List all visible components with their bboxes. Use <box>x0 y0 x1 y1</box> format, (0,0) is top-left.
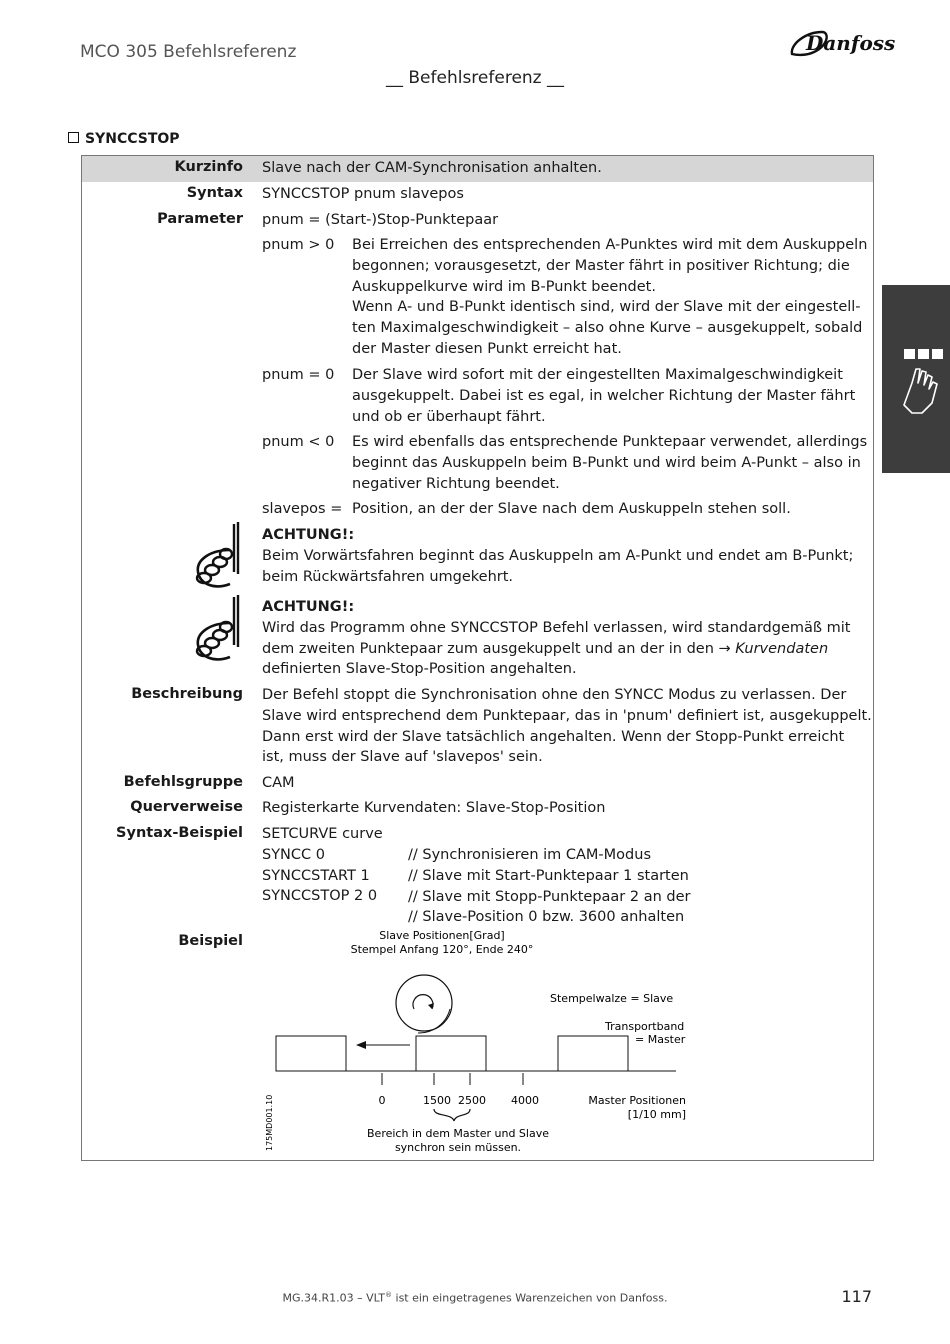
kurzinfo-label: Kurzinfo <box>174 159 243 175</box>
stamp-box <box>276 1036 346 1071</box>
befehlsgruppe-text: CAM <box>262 775 295 791</box>
page-number: 117 <box>841 1287 872 1306</box>
beschreibung-text: Der Befehl stoppt die Synchronisation ohne den SYNCC Modus zu verlassen. Der Slave wird entsprechend dem Punktepaar, das in 'pnum' definiert ist, ausgekuppelt. Dann erst wird der Slave tatsächlich angehalten. Wenn der Stopp-Punkt erreicht ist, muss der Slave auf 'slavepos' sein. <box>262 687 872 766</box>
kurzinfo-text: Slave nach der CAM-Synchronisation anhalten. <box>262 160 602 176</box>
syntax-label: Syntax <box>186 185 243 201</box>
befehlsgruppe-label: Befehlsgruppe <box>123 774 243 790</box>
stamp-roller <box>396 975 452 1031</box>
note-2: ACHTUNG!: Wird das Programm ohne SYNCCSTOP Befehl verlassen, wird standardgemäß mit dem zweiten Punktepaar zum ausgekuppelt und an der in den → Kurvendaten definierten Slave-Stop-Position angehalten. <box>262 599 851 678</box>
param-key: slavepos = <box>262 501 343 517</box>
direction-arrow <box>356 1041 366 1049</box>
svg-text:Danfoss: Danfoss <box>806 31 896 55</box>
tick-4000: 4000 <box>511 1094 539 1107</box>
tick-1500: 1500 <box>423 1094 451 1107</box>
transport-label-1: Transportband <box>605 1020 685 1033</box>
beispiel-label: Beispiel <box>178 933 243 949</box>
chapter-tab <box>882 285 950 473</box>
code-commands: SETCURVE curve SYNCC 0 SYNCCSTART 1 SYNCCSTOP 2 0 <box>262 826 383 905</box>
range-brace <box>434 1109 470 1121</box>
param-key: pnum < 0 <box>262 434 335 450</box>
note-title: ACHTUNG!: <box>262 599 355 615</box>
note-title: ACHTUNG!: <box>262 527 355 543</box>
command-name: SYNCCSTOP <box>85 131 180 147</box>
pointing-hand-icon <box>882 285 950 473</box>
master-label-2: [1/10 mm] <box>627 1108 686 1121</box>
transport-label-2: = Master <box>635 1033 686 1046</box>
code-comments: // Synchronisieren im CAM-Modus // Slave mit Start-Punktepaar 1 starten // Slave mit Stopp-Punktepaar 2 an der // Slave-Position 0 bzw. 3600 anhalten <box>408 847 691 926</box>
param-desc: Position, an der der Slave nach dem Auskuppeln stehen soll. <box>352 501 791 517</box>
master-label-1: Master Positionen <box>588 1094 686 1107</box>
stempel-label: Stempelwalze = Slave <box>550 992 674 1005</box>
range-label-1: Bereich in dem Master und Slave <box>367 1127 549 1140</box>
kurvendaten-link[interactable]: Kurvendaten <box>735 640 829 657</box>
doc-title: MCO 305 Befehlsreferenz <box>80 42 297 62</box>
section-heading: __ Befehlsreferenz __ <box>385 68 565 88</box>
diagram-title-2: Stempel Anfang 120°, Ende 240° <box>350 943 534 956</box>
syntax-beispiel-label: Syntax-Beispiel <box>116 825 243 841</box>
note-1: ACHTUNG!: Beim Vorwärtsfahren beginnt das Auskuppeln am A-Punkt und endet am B-Punkt; beim Rückwärtsfahren umgekehrt. <box>262 527 854 585</box>
syntax-text: SYNCCSTOP pnum slavepos <box>262 186 464 202</box>
stamp-box <box>416 1036 486 1071</box>
querverweise-label: Querverweise <box>130 799 243 815</box>
stamp-box <box>558 1036 628 1071</box>
param-key: pnum > 0 <box>262 237 335 253</box>
warning-hand-icon <box>190 520 246 592</box>
sync-diagram <box>258 925 698 1155</box>
parameter-text: pnum = (Start-)Stop-Punktepaar <box>262 212 499 228</box>
tick-2500: 2500 <box>458 1094 486 1107</box>
warning-hand-icon <box>190 593 246 665</box>
footer: MG.34.R1.03 – VLT® ist ein eingetragenes Warenzeichen von Danfoss. <box>282 1291 668 1305</box>
param-desc: Bei Erreichen des entsprechenden A-Punktes wird mit dem Auskuppeln begonnen; vorausgesetzt, der Master fährt in positiver Richtung; die Auskuppelkurve wird im B-Punkt beendet. Wenn A- und B-Punkt identisch sind, wird der Slave mit der eingestell- ten Maximalgeschwindigkeit – also ohne Kurve – ausgekuppelt, sobald der Master diesen Punkt erreicht hat. <box>352 237 868 357</box>
tick-0: 0 <box>378 1094 386 1107</box>
param-desc: Es wird ebenfalls das entsprechende Punktepaar verwendet, allerdings beginnt das Auskuppeln beim B-Punkt und wird beim A-Punkt – also in negativer Richtung beendet. <box>352 434 868 492</box>
danfoss-logo <box>786 24 896 66</box>
range-label-2: synchron sein müssen. <box>394 1141 522 1154</box>
param-key: pnum = 0 <box>262 367 335 383</box>
diagram-title-1: Slave Positionen[Grad] <box>379 929 505 942</box>
square-bullet-icon <box>68 132 79 143</box>
parameter-label: Parameter <box>157 211 243 227</box>
command-title <box>68 131 180 147</box>
figure-code: 175MD001.10 <box>265 1094 274 1151</box>
querverweise-text: Registerkarte Kurvendaten: Slave-Stop-Position <box>262 800 606 816</box>
beschreibung-label: Beschreibung <box>131 686 243 702</box>
param-desc: Der Slave wird sofort mit der eingestellten Maximalgeschwindigkeit ausgekuppelt. Dabei ist es egal, in welcher Richtung der Master fährt und ob er überhaupt fährt. <box>352 367 856 425</box>
